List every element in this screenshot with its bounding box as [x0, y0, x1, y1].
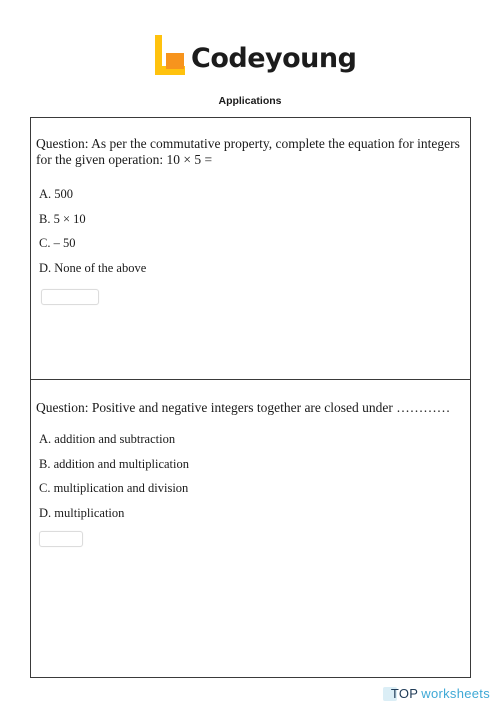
question-1-answer-input[interactable]	[41, 289, 99, 305]
question-frame	[30, 117, 471, 678]
question-1-option-d: D. None of the above	[39, 261, 147, 275]
topworksheets-footer-logo[interactable]	[383, 686, 490, 701]
question-2-text: Question: Positive and negative integers together are closed under …………	[36, 400, 451, 415]
codeyoung-logo	[152, 33, 357, 85]
worksheet-subtitle: Applications	[218, 95, 282, 107]
question-2-option-d: D. multiplication	[39, 506, 125, 520]
question-divider	[31, 379, 470, 380]
footer-brand-worksheets: worksheets	[421, 686, 490, 701]
question-1-option-b: B. 5 × 10	[39, 212, 86, 226]
question-1-option-a: A. 500	[39, 187, 74, 201]
question-2-option-a: A. addition and subtraction	[39, 432, 176, 446]
question-2-option-c: C. multiplication and division	[39, 481, 189, 495]
codeyoung-logo-icon	[152, 33, 188, 79]
question-1-text: Question: As per the commutative property, complete the equation for integers for the given operation: 10 × 5 =	[36, 136, 460, 167]
question-2-answer-input[interactable]	[39, 531, 83, 547]
logo-wordmark: Codeyoung	[191, 43, 357, 74]
question-1-option-c: C. – 50	[39, 236, 76, 250]
question-2-option-b: B. addition and multiplication	[39, 457, 189, 471]
footer-brand-top: TOP	[390, 686, 419, 701]
